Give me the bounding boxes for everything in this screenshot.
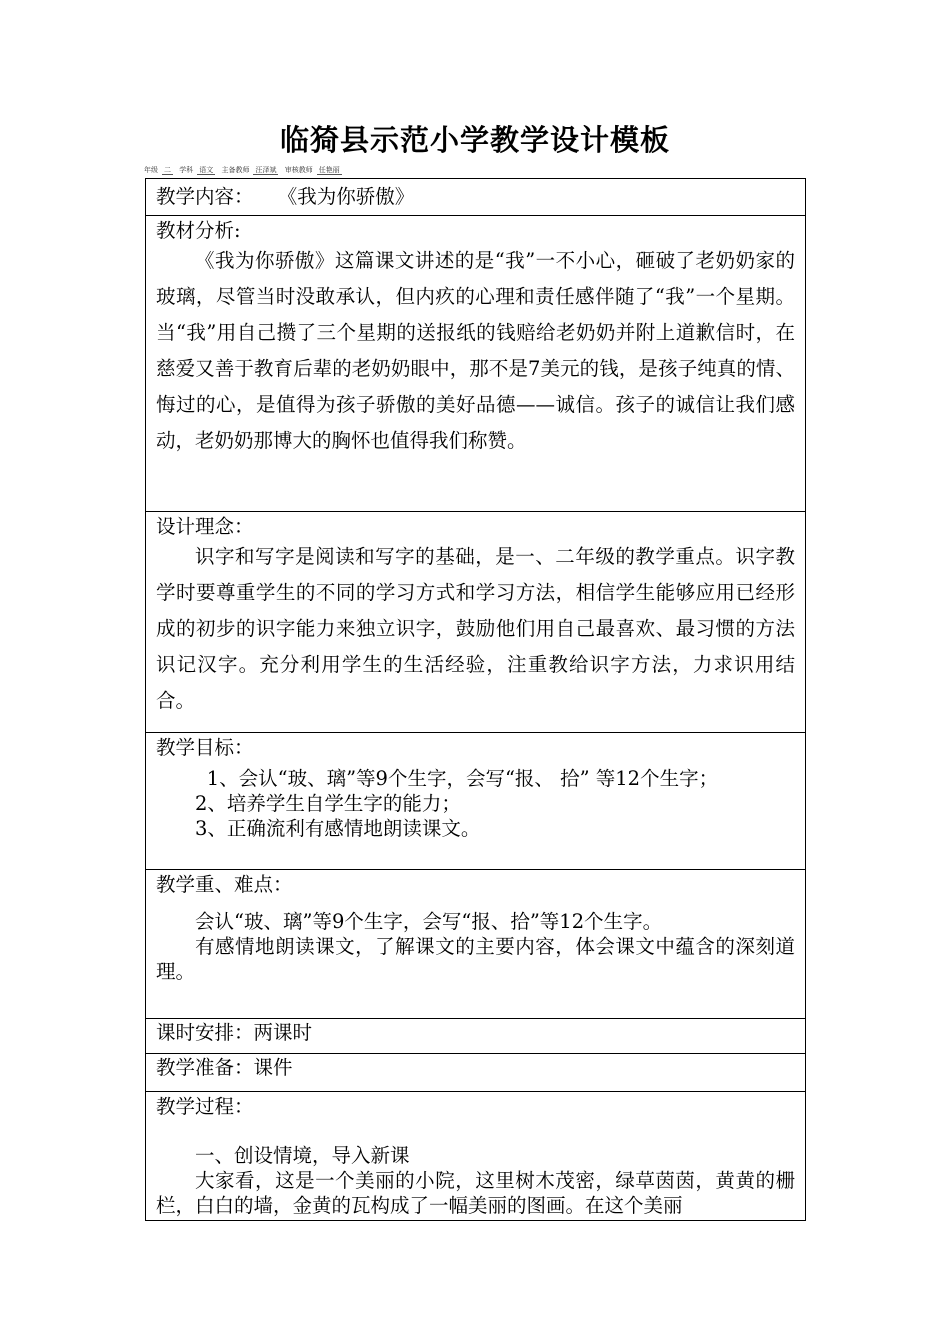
- schedule-value: 两课时: [253, 1021, 313, 1044]
- analysis-cell: [146, 216, 806, 512]
- process-row: [146, 1092, 806, 1221]
- prep-value: 课件: [253, 1056, 293, 1079]
- process-step: 一、创设情境，导入新课: [195, 1144, 410, 1167]
- concept-text: 识字和写字是阅读和写字的基础，是一、二年级的教学重点。识字教学时要尊重学生的不同的学习方式和学习方法，相信学生能够应用已经形成的初步的识字能力来独立识字，鼓励他们用自己最喜欢、最习惯的方法识记汉字。充分利用学生的生活经验，注重教给识字方法，力求识用结合。: [156, 545, 795, 712]
- goals-label: 教学目标：: [156, 736, 254, 759]
- analysis-label: 教材分析:: [156, 219, 241, 242]
- key-points-row: [146, 870, 806, 1019]
- concept-label: 设计理念：: [156, 515, 254, 538]
- reviewer-value: 任艳丽: [318, 166, 340, 174]
- goal-item: 2、培养学生自学生字的能力；: [195, 792, 461, 815]
- schedule-row: [146, 1019, 806, 1054]
- prep-row: [146, 1054, 806, 1092]
- goal-item: 1、会认“玻、璃”等9个生字，会写“报、 拾” 等12个生字；: [206, 767, 719, 790]
- process-label: 教学过程：: [156, 1095, 254, 1118]
- analysis-row: [146, 216, 806, 512]
- concept-row: [146, 512, 806, 733]
- prep-cell: [146, 1054, 806, 1092]
- prep-label: 教学准备：: [156, 1056, 254, 1079]
- preparer-value: 汪泽斌: [255, 166, 277, 174]
- meta-line: [144, 165, 346, 175]
- schedule-label: 课时安排：: [156, 1021, 254, 1044]
- subject-value: 语文: [199, 166, 214, 174]
- goal-item: 3、正确流利有感情地朗读课文。: [195, 817, 481, 840]
- key-point-item: 有感情地朗读课文，了解课文的主要内容，体会课文中蕴含的深刻道理。: [156, 935, 795, 983]
- concept-cell: [146, 512, 806, 733]
- process-cell: [146, 1092, 806, 1221]
- content-label: 教学内容：: [156, 185, 254, 208]
- content-cell: [146, 179, 806, 216]
- reviewer-label: 审核教师: [284, 166, 313, 174]
- content-row: [146, 179, 806, 216]
- process-text: 大家看，这是一个美丽的小院，这里树木茂密，绿草茵茵，黄黄的栅栏，白白的墙，金黄的瓦构成了一幅美丽的图画。在这个美丽: [156, 1169, 795, 1217]
- goals-row: [146, 733, 806, 870]
- content-value: 《我为你骄傲》: [277, 185, 415, 208]
- key-points-label: 教学重、难点：: [156, 873, 293, 896]
- grade-label: 年级: [144, 166, 158, 174]
- preparer-label: 主备教师: [221, 166, 250, 174]
- subject-label: 学科: [179, 166, 194, 174]
- grade-value: 二: [164, 166, 171, 174]
- schedule-cell: [146, 1019, 806, 1054]
- lesson-plan-table: [145, 178, 806, 1221]
- key-point-item: 会认“玻、璃”等9个生字，会写“报、拾”等12个生字。: [195, 910, 663, 933]
- analysis-text: 《我为你骄傲》这篇课文讲述的是“我”一不小心，砸破了老奶奶家的玻璃，尽管当时没敢承认，但内疚的心理和责任感伴随了“我”一个星期。当“我”用自己攒了三个星期的送报纸的钱赔给老奶奶并附上道歉信时，在慈爱又善于教育后辈的老奶奶眼中，那不是7美元的钱，是孩子纯真的情、悔过的心，是值得为孩子骄傲的美好品德——诚信。孩子的诚信让我们感动，老奶奶那博大的胸怀也值得我们称赞。: [156, 249, 795, 452]
- key-points-cell: [146, 870, 806, 1019]
- goals-cell: [146, 733, 806, 870]
- page-title: 临猗县示范小学教学设计模板: [279, 123, 670, 157]
